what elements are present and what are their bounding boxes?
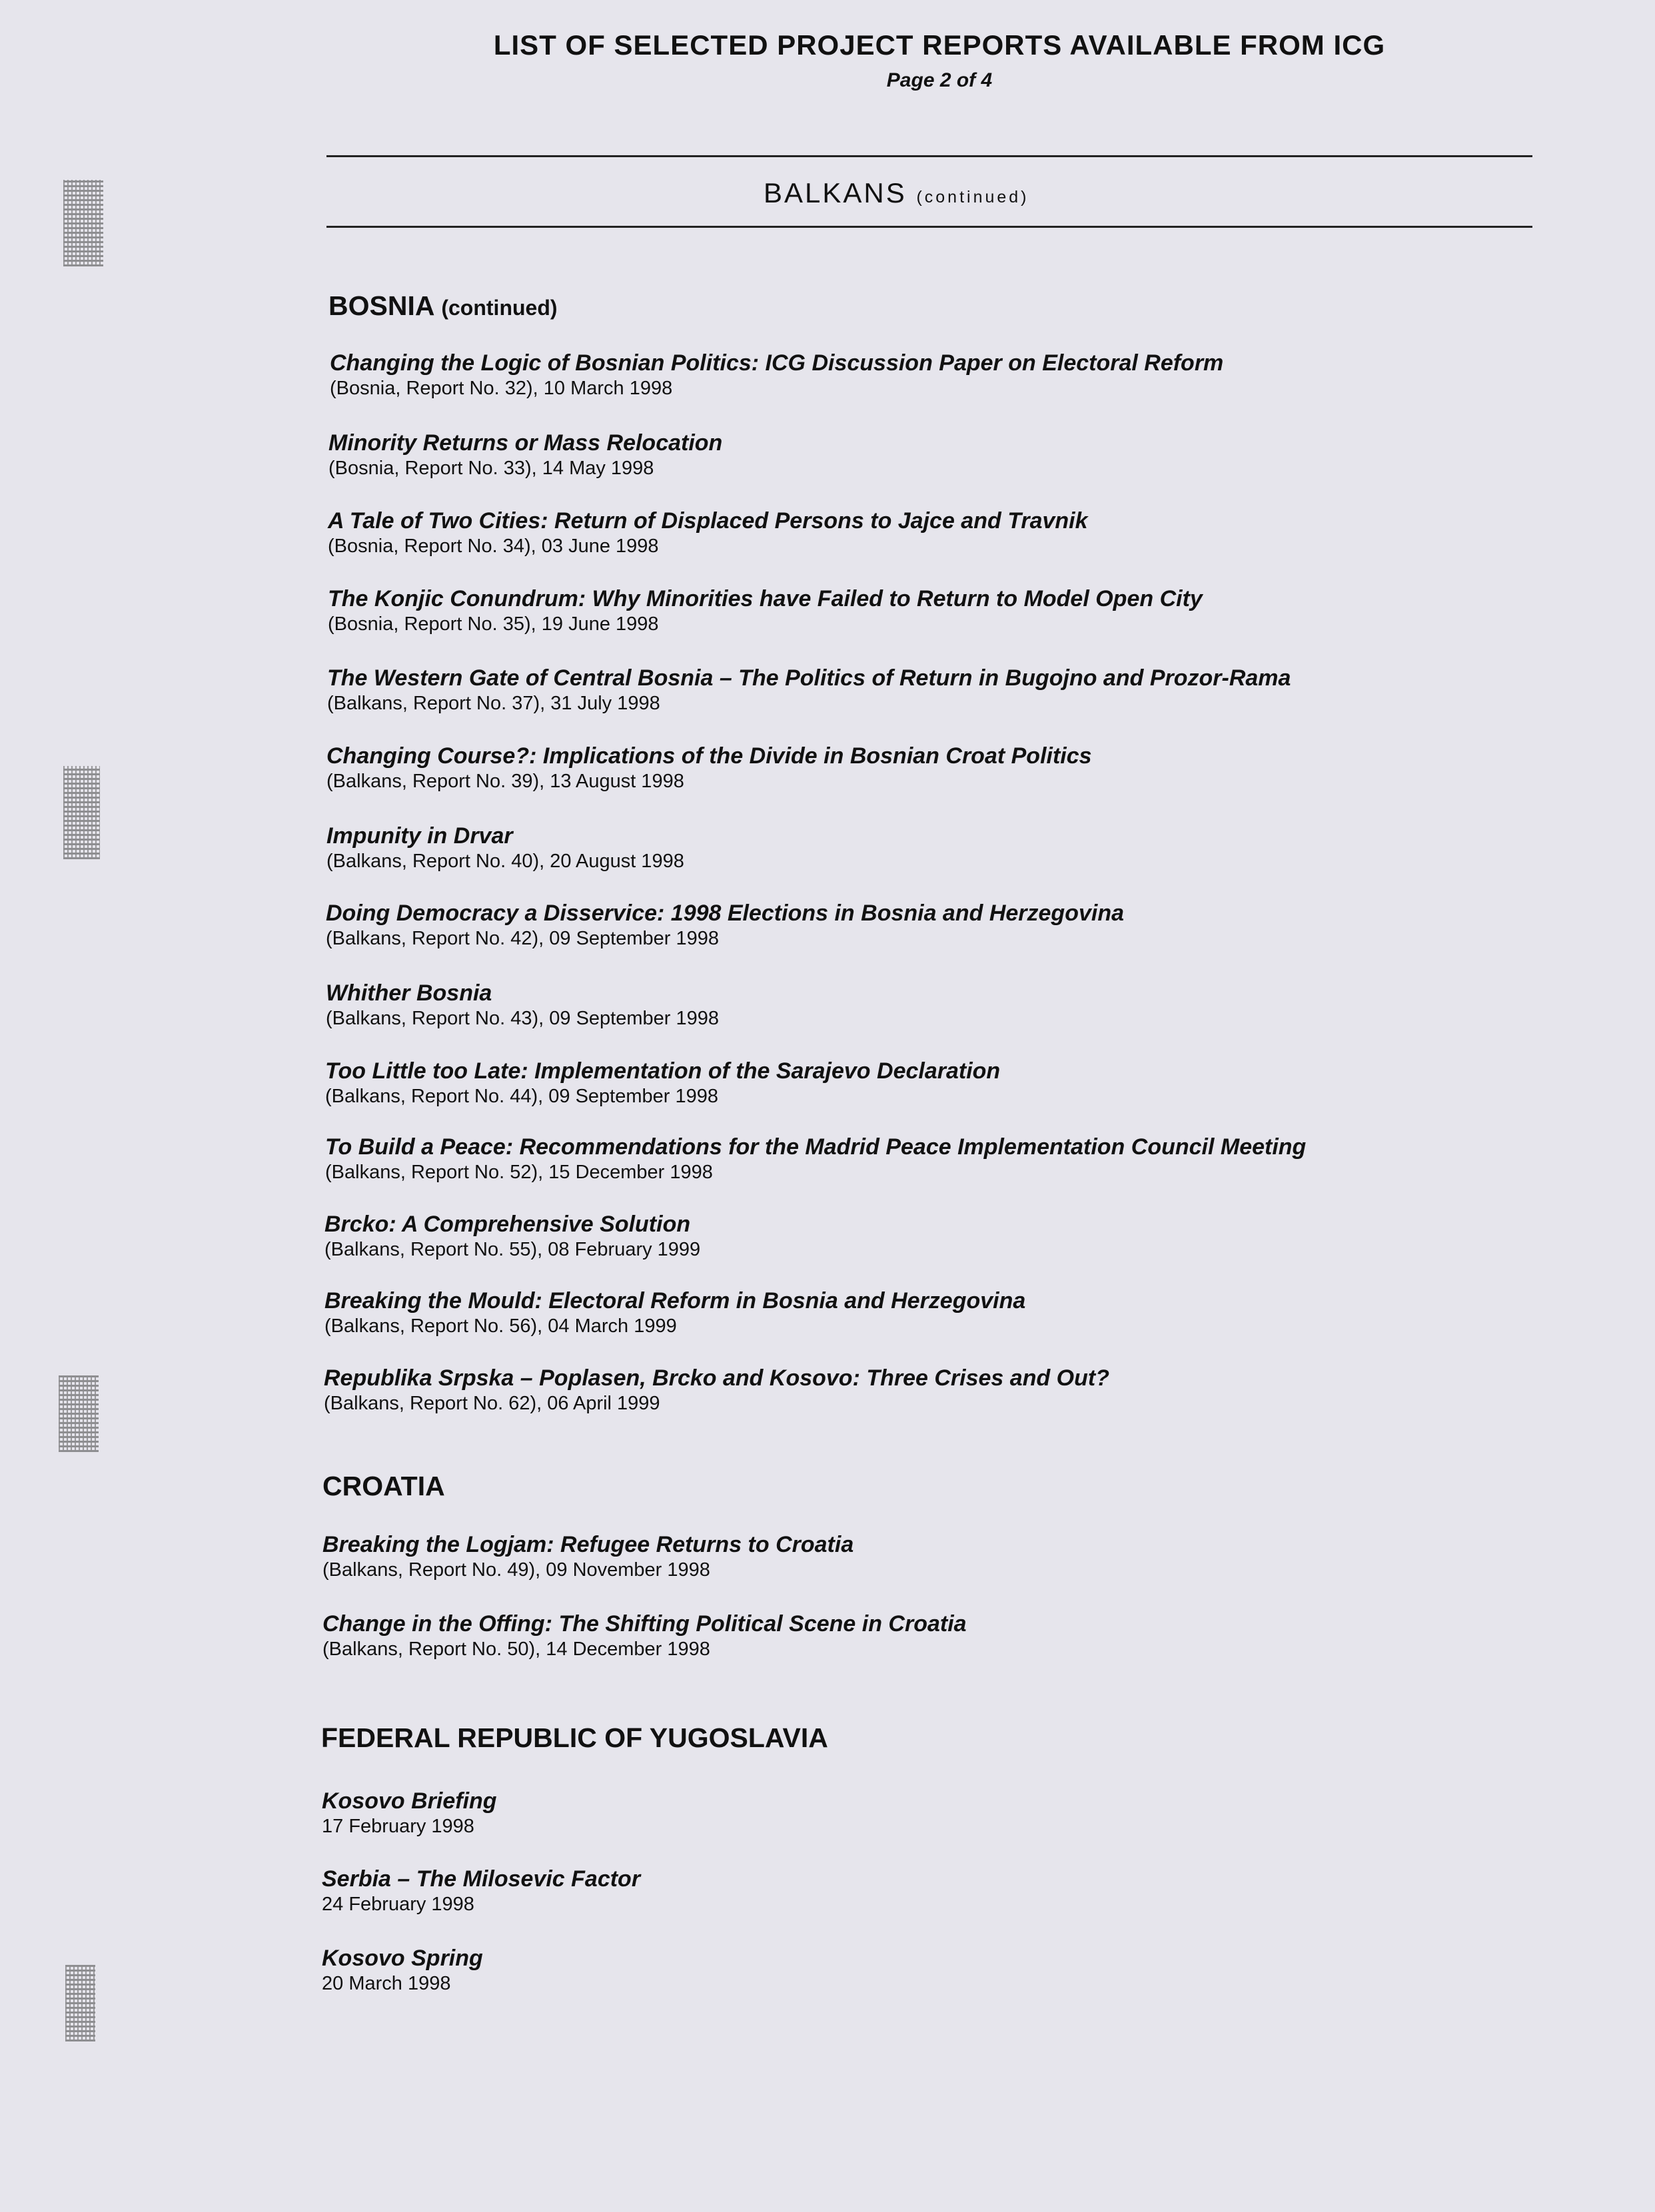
report-title: Minority Returns or Mass Relocation xyxy=(328,430,723,456)
report-item xyxy=(322,1865,640,1916)
report-title: Serbia – The Milosevic Factor xyxy=(322,1866,641,1892)
region-suffix: (continued) xyxy=(916,188,1029,206)
report-meta: (Balkans, Report No. 56), 04 March 1999 xyxy=(324,1315,677,1337)
report-item xyxy=(328,429,722,480)
report-item xyxy=(330,349,1223,400)
report-title: The Konjic Conundrum: Why Minorities have Failed to Return to Model Open City xyxy=(328,586,1203,611)
report-meta: (Balkans, Report No. 55), 08 February 1999 xyxy=(324,1239,701,1260)
report-title: To Build a Peace: Recommendations for the Madrid Peace Implementation Council Meeting xyxy=(325,1134,1307,1160)
page-title: LIST OF SELECTED PROJECT REPORTS AVAILABLE FROM ICG xyxy=(493,29,1386,61)
report-item xyxy=(322,1944,483,1995)
scan-artifact xyxy=(59,1375,99,1452)
report-meta: 20 March 1998 xyxy=(322,1973,451,1994)
section-heading-yugoslavia xyxy=(321,1722,828,1754)
report-item xyxy=(327,664,1291,715)
report-meta: 24 February 1998 xyxy=(322,1894,474,1915)
report-meta: (Balkans, Report No. 50), 14 December 1998 xyxy=(322,1639,710,1660)
report-meta: (Balkans, Report No. 43), 09 September 1998 xyxy=(326,1008,719,1029)
report-title: Doing Democracy a Disservice: 1998 Elections in Bosnia and Herzegovina xyxy=(326,901,1125,926)
report-item xyxy=(328,507,1088,557)
report-title: Brcko: A Comprehensive Solution xyxy=(324,1212,691,1237)
report-title: A Tale of Two Cities: Return of Displaced Persons to Jajce and Travnik xyxy=(328,508,1088,534)
report-meta: (Balkans, Report No. 52), 15 December 1998 xyxy=(325,1162,713,1183)
section-heading-text: FEDERAL REPUBLIC OF YUGOSLAVIA xyxy=(321,1722,828,1753)
report-meta: (Balkans, Report No. 49), 09 November 1998 xyxy=(322,1559,710,1581)
section-heading-croatia xyxy=(322,1471,445,1502)
report-meta: (Balkans, Report No. 40), 20 August 1998 xyxy=(326,851,684,872)
report-item xyxy=(322,1531,853,1581)
report-meta: 17 February 1998 xyxy=(322,1816,474,1837)
report-meta: (Bosnia, Report No. 32), 10 March 1998 xyxy=(330,378,673,399)
report-meta: (Bosnia, Report No. 35), 19 June 1998 xyxy=(328,613,659,635)
report-title: Breaking the Logjam: Refugee Returns to Croatia xyxy=(322,1532,854,1557)
bottom-divider xyxy=(326,226,1532,228)
region-name: BALKANS xyxy=(764,177,907,208)
top-divider xyxy=(326,155,1532,157)
report-meta: (Balkans, Report No. 39), 13 August 1998 xyxy=(326,771,684,792)
report-meta: (Balkans, Report No. 44), 09 September 1998 xyxy=(325,1086,718,1107)
report-meta: (Bosnia, Report No. 33), 14 May 1998 xyxy=(328,458,654,479)
report-item xyxy=(322,1787,497,1838)
report-meta: (Bosnia, Report No. 34), 03 June 1998 xyxy=(328,536,659,557)
scan-artifact xyxy=(63,180,103,266)
report-title: Changing the Logic of Bosnian Politics: ICG Discussion Paper on Electoral Reform xyxy=(330,350,1224,376)
report-title: Impunity in Drvar xyxy=(326,823,513,849)
region-title xyxy=(764,177,1029,209)
report-item xyxy=(324,1287,1025,1337)
report-item xyxy=(322,1610,967,1660)
page-number: Page 2 of 4 xyxy=(886,69,993,91)
report-title: Too Little too Late: Implementation of the Sarajevo Declaration xyxy=(325,1058,1001,1084)
report-title: Republika Srpska – Poplasen, Brcko and Kosovo: Three Crises and Out? xyxy=(324,1365,1109,1391)
report-title: The Western Gate of Central Bosnia – The Politics of Return in Bugojno and Prozor-Rama xyxy=(327,665,1291,691)
scan-artifact xyxy=(65,1965,95,2041)
section-heading-text: BOSNIA xyxy=(328,290,434,321)
report-item xyxy=(324,1364,1109,1415)
report-title: Change in the Offing: The Shifting Political Scene in Croatia xyxy=(322,1611,967,1637)
report-title: Changing Course?: Implications of the Divide in Bosnian Croat Politics xyxy=(326,743,1092,769)
report-meta: (Balkans, Report No. 37), 31 July 1998 xyxy=(327,693,660,714)
report-title: Whither Bosnia xyxy=(326,980,492,1006)
report-title: Breaking the Mould: Electoral Reform in Bosnia and Herzegovina xyxy=(324,1288,1026,1313)
report-item xyxy=(325,1133,1306,1184)
report-item xyxy=(324,1210,700,1261)
report-meta: (Balkans, Report No. 42), 09 September 1998 xyxy=(326,928,719,949)
section-heading-text: CROATIA xyxy=(322,1471,445,1501)
report-item xyxy=(326,899,1124,950)
report-meta: (Balkans, Report No. 62), 06 April 1999 xyxy=(324,1393,660,1414)
report-item xyxy=(326,822,684,873)
section-heading-bosnia xyxy=(328,290,558,322)
section-heading-suffix: (continued) xyxy=(441,296,558,320)
report-item xyxy=(325,1057,1000,1108)
report-title: Kosovo Spring xyxy=(322,1946,483,1971)
report-title: Kosovo Briefing xyxy=(322,1788,497,1814)
report-item xyxy=(326,979,719,1030)
report-item xyxy=(326,742,1092,793)
report-item xyxy=(328,585,1203,635)
scan-artifact xyxy=(63,766,100,859)
